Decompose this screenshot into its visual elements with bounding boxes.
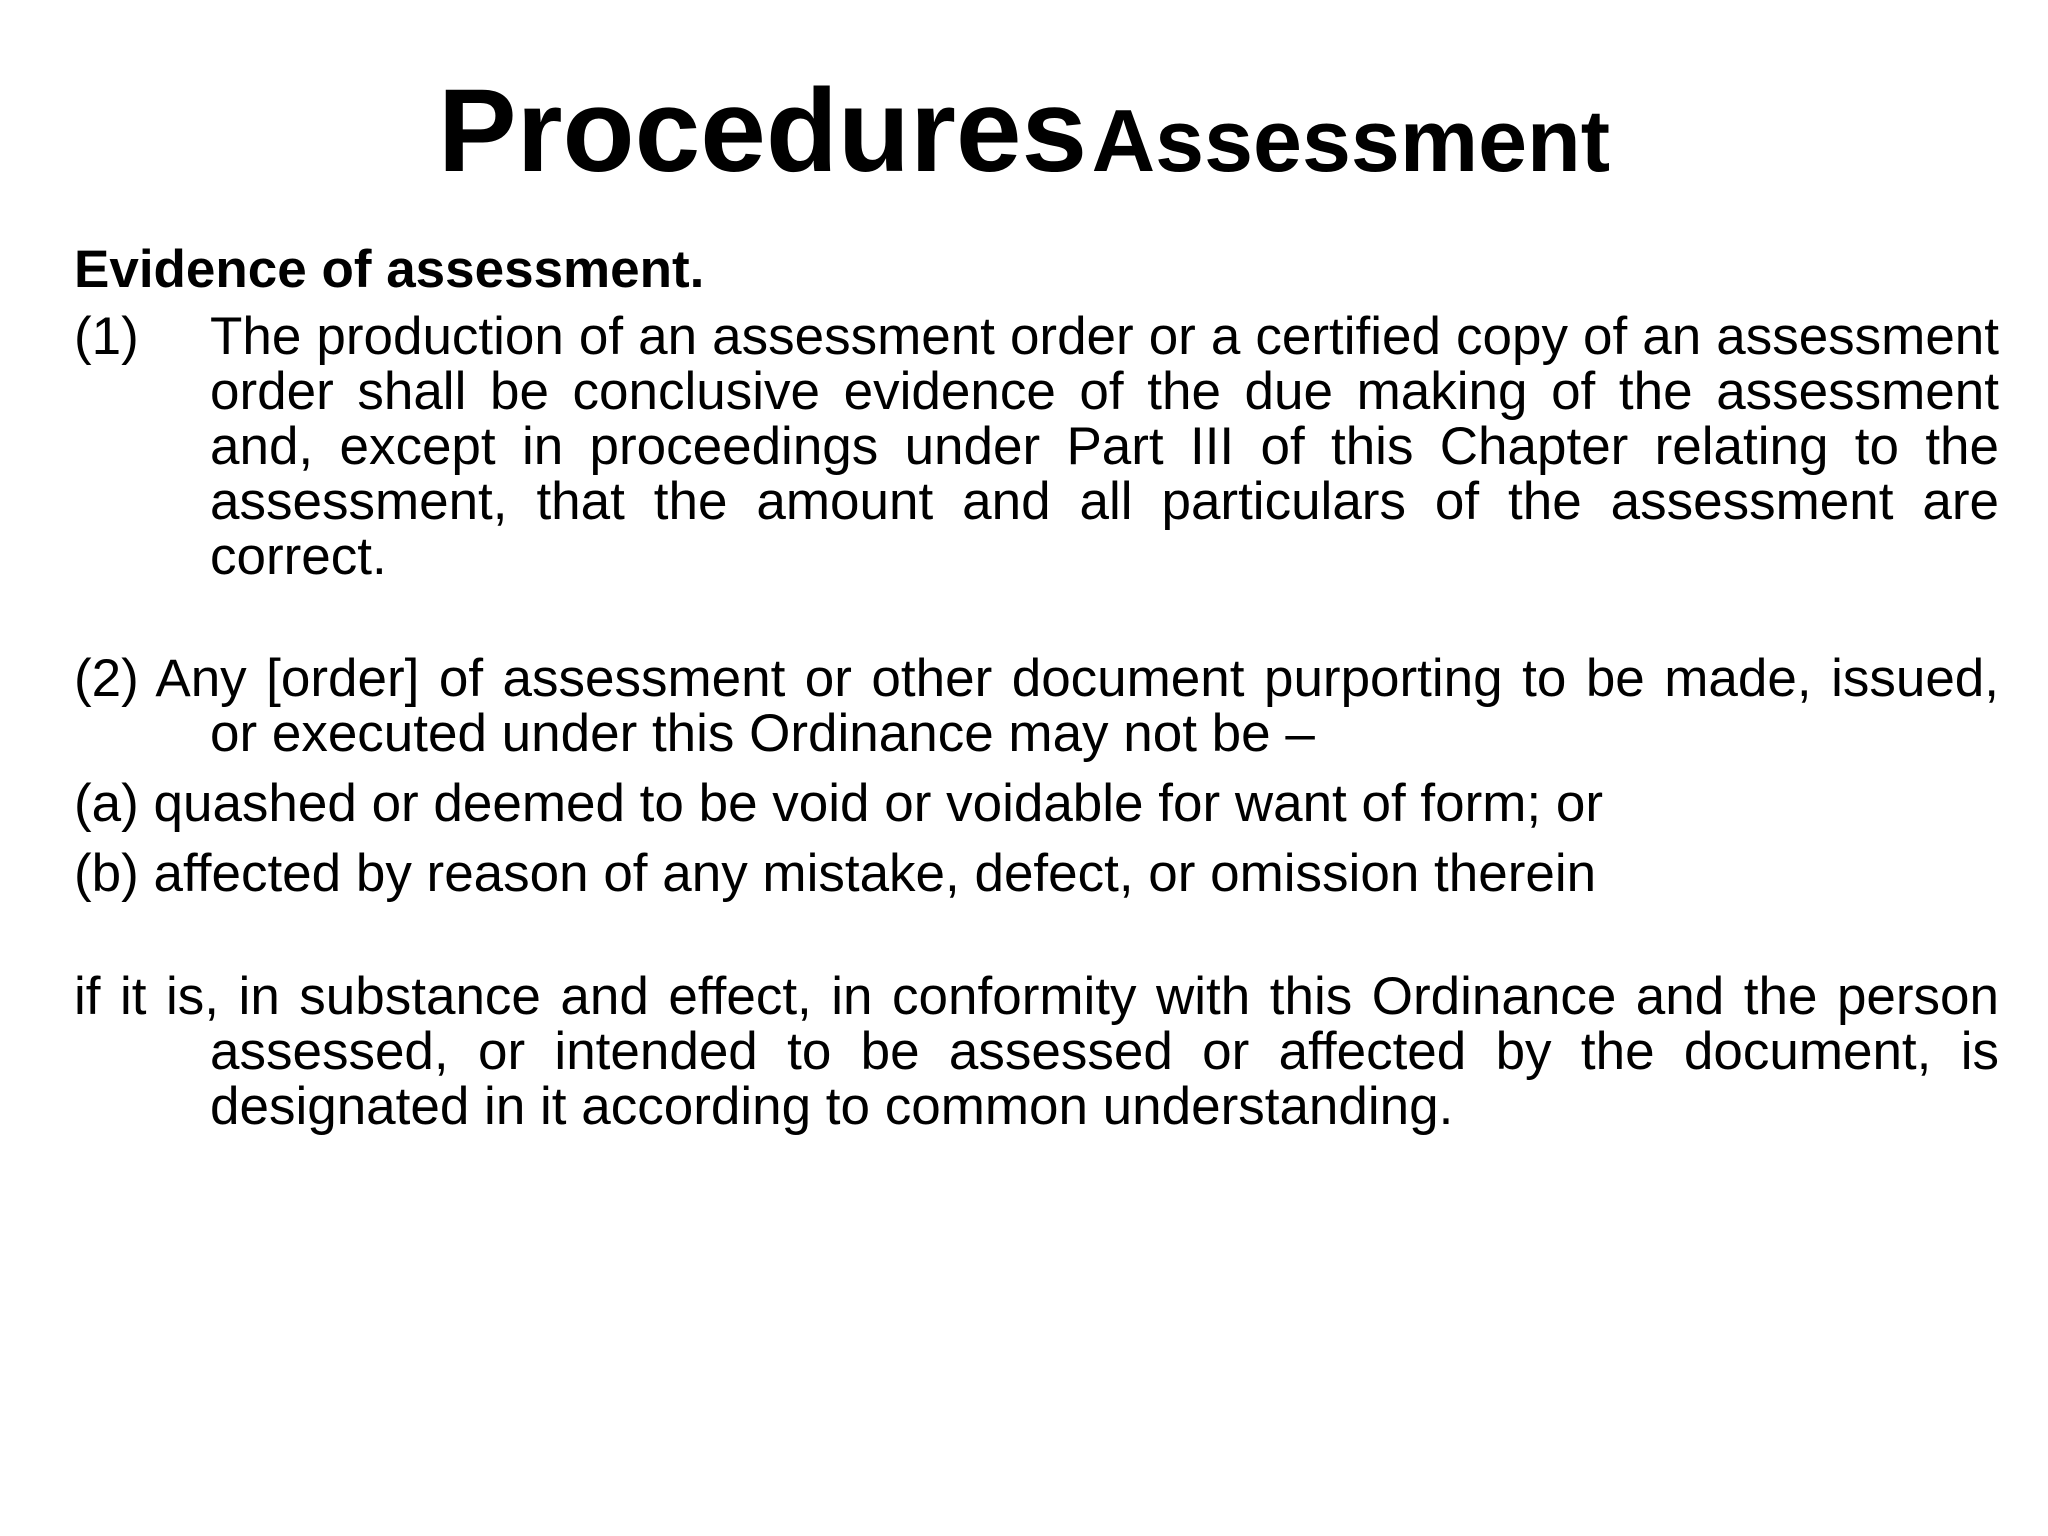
section-heading: Evidence of assessment. xyxy=(74,240,705,299)
list-item-a: (a) quashed or deemed to be void or voidable for want of form; or xyxy=(74,774,1604,833)
closing-paragraph: if it is, in substance and effect, in conformity with this Ordinance and the person assessed, or intended to be assessed or affected by the document, is designated in it according to common understanding. xyxy=(74,967,1999,1136)
list-item-b: (b) affected by reason of any mistake, defect, or omission therein xyxy=(74,844,1597,903)
spacer xyxy=(74,901,1999,969)
paragraph-1-number: (1) xyxy=(74,307,139,366)
title-main: Procedures xyxy=(437,65,1088,197)
paragraph-1 xyxy=(74,309,1999,584)
slide-title xyxy=(0,65,2048,197)
spacer xyxy=(74,584,1999,651)
paragraph-1-text: The production of an assessment order or a certified copy of an assessment order shall be conclusive evidence of the due making of the assessment and, except in proceedings under Part III of this Chapter relating to the assessment, that the amount and all particulars of the assessment are correct. xyxy=(210,307,1999,586)
paragraph-2: (2) Any [order] of assessment or other document purporting to be made, issued, or executed under this Ordinance may not be – xyxy=(74,649,1999,763)
slide-body xyxy=(74,242,1999,1134)
title-sub: Assessment xyxy=(1091,91,1611,190)
